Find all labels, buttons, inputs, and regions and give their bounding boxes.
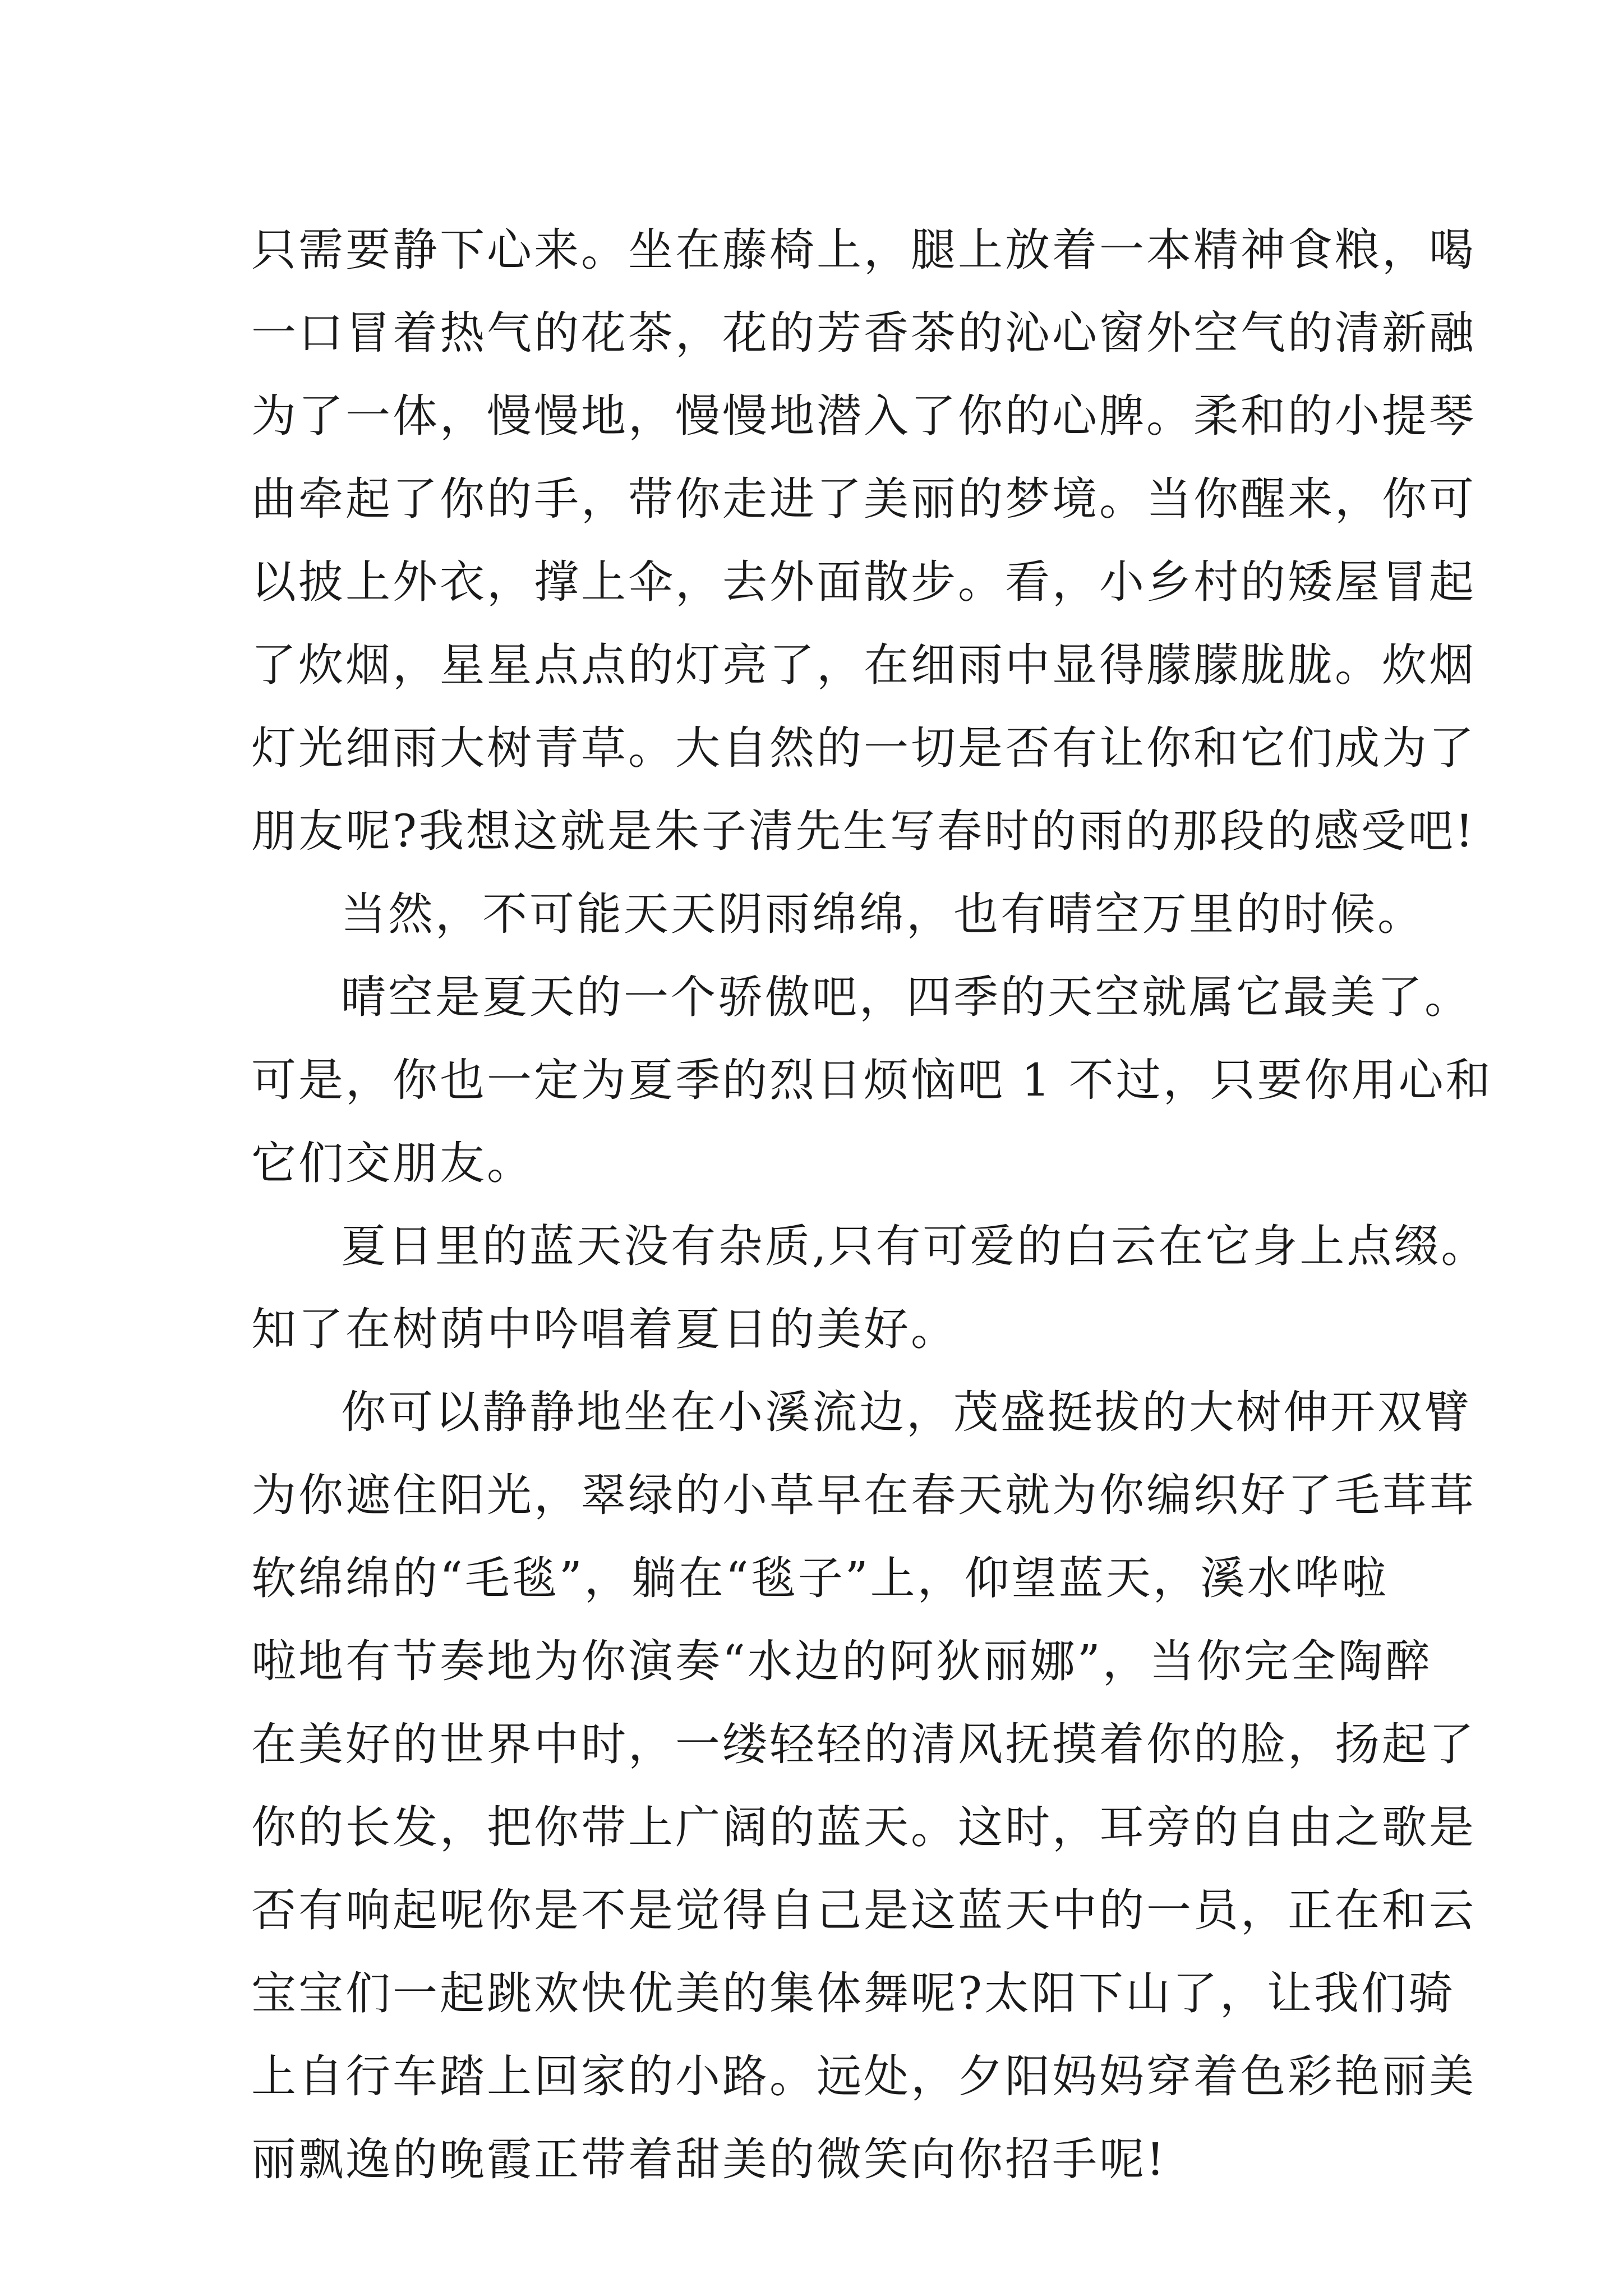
text-line: 知了在树荫中吟唱着夏日的美好。: [251, 1303, 958, 1355]
text-line: 软绵绵的“毛毯”，躺在“毯子”上，仰望蓝天，溪水哗啦: [251, 1552, 1389, 1604]
text-line: 否有响起呢你是不是觉得自己是这蓝天中的一员，正在和云: [251, 1884, 1476, 1936]
document-body: [251, 209, 1493, 2201]
text-line: 在美好的世界中时，一缕轻轻的清风抚摸着你的脸，扬起了: [251, 1718, 1476, 1770]
text-line: 灯光细雨大树青草。大自然的一切是否有让你和它们成为了: [251, 722, 1476, 774]
text-line: 了炊烟，星星点点的灯亮了，在细雨中显得朦朦胧胧。炊烟: [251, 639, 1476, 691]
text-line: 一口冒着热气的花茶，花的芳香茶的沁心窗外空气的清新融: [251, 307, 1476, 359]
text-line: 为了一体，慢慢地，慢慢地潜入了你的心脾。柔和的小提琴: [251, 390, 1476, 442]
paragraph-first-line: 晴空是夏天的一个骄傲吧，四季的天空就属它最美了。: [341, 971, 1472, 1023]
paragraph-first-line: 夏日里的蓝天没有杂质,只有可爱的白云在它身上点缀。: [341, 1220, 1488, 1272]
paragraph-first-line: 当然，不可能天天阴雨绵绵，也有晴空万里的时候。: [341, 888, 1424, 940]
text-line: 啦地有节奏地为你演奏“水边的阿狄丽娜”，当你完全陶醉: [251, 1635, 1432, 1687]
paragraph-first-line: 你可以静静地坐在小溪流边，茂盛挺拔的大树伸开双臂: [341, 1386, 1472, 1438]
text-line: 为你遮住阳光，翠绿的小草早在春天就为你编织好了毛茸茸: [251, 1469, 1476, 1521]
text-line: 可是，你也一定为夏季的烈日烦恼吧 1 不过，只要你用心和: [251, 1054, 1493, 1106]
text-line: 你的长发，把你带上广阔的蓝天。这时，耳旁的自由之歌是: [251, 1801, 1476, 1853]
text-line: 它们交朋友。: [251, 1137, 534, 1189]
text-line: 以披上外衣，撑上伞，去外面散步。看，小乡村的矮屋冒起: [251, 556, 1476, 608]
text-line: 曲牵起了你的手，带你走进了美丽的梦境。当你醒来，你可: [251, 473, 1476, 525]
text-line: 上自行车踏上回家的小路。远处，夕阳妈妈穿着色彩艳丽美: [251, 2050, 1476, 2102]
text-line: 宝宝们一起跳欢快优美的集体舞呢?太阳下山了，让我们骑: [251, 1967, 1455, 2019]
text-line: 丽飘逸的晚霞正带着甜美的微笑向你招手呢!: [251, 2133, 1167, 2185]
text-line: 朋友呢?我想这就是朱子清先生写春时的雨的那段的感受吧!: [251, 805, 1476, 857]
text-line: 只需要静下心来。坐在藤椅上，腿上放着一本精神食粮，喝: [251, 224, 1476, 276]
